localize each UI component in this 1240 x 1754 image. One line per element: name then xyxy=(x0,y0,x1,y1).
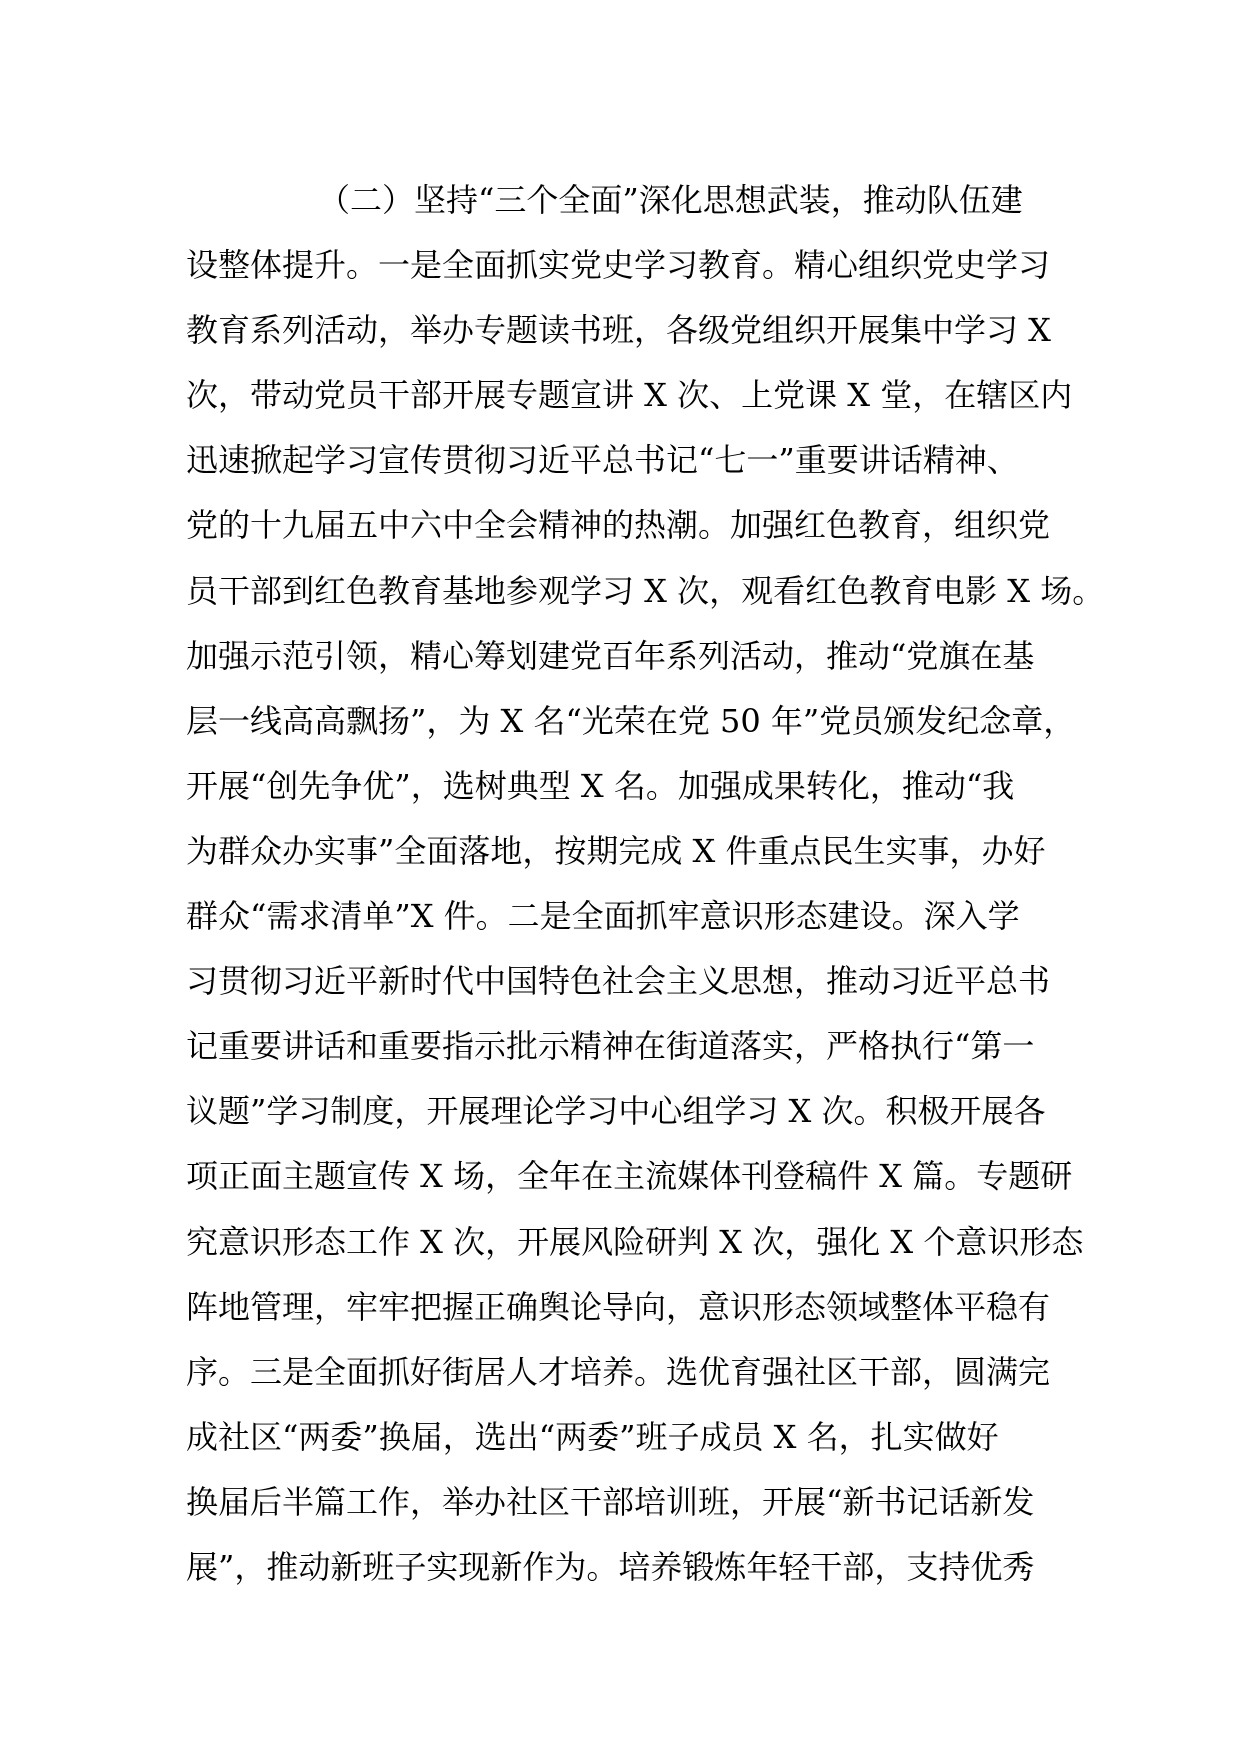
paragraph-line: 迅速掀起学习宣传贯彻习近平总书记“七一”重要讲话精神、 xyxy=(186,441,1019,480)
paragraph-line: 加强示范引领，精心筹划建党百年系列活动，推动“党旗在基 xyxy=(186,636,1035,675)
paragraph-line: 展”，推动新班子实现新作为。培养锻炼年轻干部，支持优秀 xyxy=(186,1547,1035,1586)
paragraph-line: 阵地管理，牢牢把握正确舆论导向，意识形态领域整体平稳有 xyxy=(186,1287,1051,1326)
paragraph-line: 开展“创先争优”，选树典型 X 名。加强成果转化，推动“我 xyxy=(186,766,1015,805)
paragraph-line: 成社区“两委”换届，选出“两委”班子成员 X 名，扎实做好 xyxy=(186,1417,999,1456)
body-paragraph xyxy=(186,168,1105,1600)
paragraph-line: 序。三是全面抓好街居人才培养。选优育强社区干部，圆满完 xyxy=(186,1352,1051,1391)
paragraph-line: 次，带动党员干部开展专题宣讲 X 次、上党课 X 堂，在辖区内 xyxy=(186,376,1073,415)
paragraph-line: 设整体提升。一是全面抓实党史学习教育。精心组织党史学习 xyxy=(186,246,1051,285)
paragraph-line: 群众“需求清单”X 件。二是全面抓牢意识形态建设。深入学 xyxy=(186,897,1020,936)
paragraph-line: 教育系列活动，举办专题读书班，各级党组织开展集中学习 X xyxy=(186,311,1051,350)
paragraph-line: 党的十九届五中六中全会精神的热潮。加强红色教育，组织党 xyxy=(186,506,1051,545)
paragraph-line: 习贯彻习近平新时代中国特色社会主义思想，推动习近平总书 xyxy=(186,962,1051,1001)
paragraph-line: 为群众办实事”全面落地，按期完成 X 件重点民生实事，办好 xyxy=(186,831,1046,870)
paragraph-line: （二）坚持“三个全面”深化思想武装，推动队伍建 xyxy=(318,181,1023,219)
paragraph-line: 究意识形态工作 X 次，开展风险研判 X 次，强化 X 个意识形态 xyxy=(186,1222,1084,1261)
paragraph-line: 层一线高高飘扬”，为 X 名“光荣在党 50 年”党员颁发纪念章， xyxy=(186,701,1076,740)
paragraph-line: 记重要讲话和重要指示批示精神在街道落实，严格执行“第一 xyxy=(186,1027,1035,1066)
paragraph-line: 换届后半篇工作，举办社区干部培训班，开展“新书记话新发 xyxy=(186,1482,1035,1521)
paragraph-line: 项正面主题宣传 X 场，全年在主流媒体刊登稿件 X 篇。专题研 xyxy=(186,1157,1073,1196)
paragraph-line: 员干部到红色教育基地参观学习 X 次，观看红色教育电影 X 场。 xyxy=(186,571,1105,610)
paragraph-line: 议题”学习制度，开展理论学习中心组学习 X 次。积极开展各 xyxy=(186,1092,1046,1131)
